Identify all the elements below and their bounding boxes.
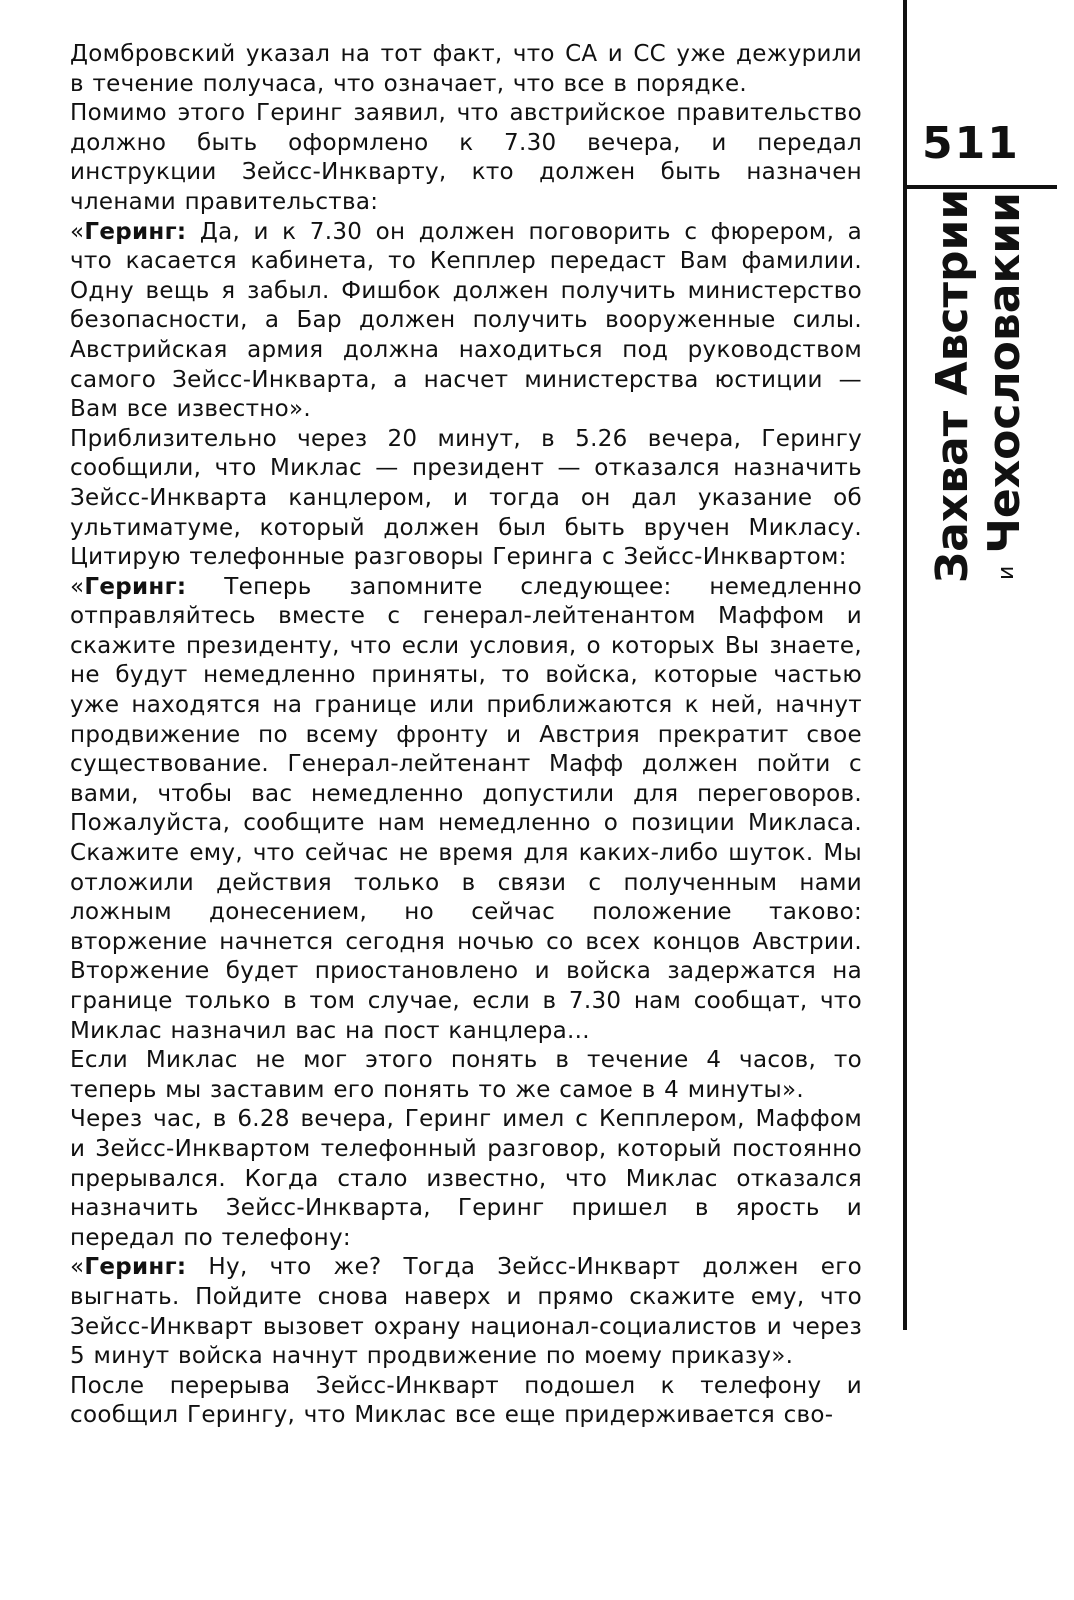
main-text-column xyxy=(70,40,862,1431)
paragraph xyxy=(70,1253,862,1371)
paragraph-text: Приблизительно через 20 минут, в 5.26 вечера, Герингу сообщили, что Миклас — президент — отказался назначить Зейсс-Инкварта канцлером, и тогда он дал указание об ультиматуме, который должен был быть вручен Микласу. Цитирую телефонные разговоры Геринга с Зейсс-Инквартом: xyxy=(70,425,862,571)
paragraph-text: Ну, что же? Тогда Зейсс-Инкварт должен его выгнать. Пойдите снова наверх и прямо скажите ему, что Зейсс-Инкварт вызовет охрану национал-социалистов и через 5 минут войска начнут продвижение по моему приказу». xyxy=(70,1254,862,1370)
paragraph xyxy=(70,218,862,425)
open-quote: « xyxy=(70,218,85,245)
paragraph xyxy=(70,99,862,217)
open-quote: « xyxy=(70,1254,85,1281)
paragraph-text: После перерыва Зейсс-Инкварт подошел к телефону и сообщил Герингу, что Миклас все еще придерживается сво- xyxy=(70,1372,862,1429)
speaker-label: Геринг: xyxy=(84,573,187,600)
running-title-line-2-text: Чехословакии xyxy=(979,192,1030,554)
paragraph-text: Домбровский указал на тот факт, что СА и СС уже дежурили в течение получаса, что означает, что все в порядке. xyxy=(70,41,862,97)
paragraph-text: Помимо этого Геринг заявил, что австрийское правительство должно быть оформлено к 7.30 вечера, и передал инструкции Зейсс-Инкварту, кто должен быть назначен членами правительства: xyxy=(70,100,862,215)
margin-vertical-rule xyxy=(903,0,907,1330)
paragraph xyxy=(70,425,862,573)
paragraph-text: Теперь запомните следующее: немедленно отправляйтесь вместе с генерал-лейтенантом Маффом и скажите президенту, что если условия, о которых Вы знаете, не будут немедленно приняты, то войска, которые частью уже находятся на границе или приближаются к ней, начнут продвижение по всему фронту и Австрия прекратит свое существование. Генерал-лейтенант Мафф должен пойти с вами, чтобы вас немедленно допустили для переговоров. Пожалуйста, сообщите нам немедленно о позиции Микласа. Скажите ему, что сейчас не время для каких-либо шуток. Мы отложили действия только в связи с полученным нами ложным донесением, но сейчас положение таково: вторжение начнется сегодня ночью со всех концов Австрии. Вторжение будет приостановлено и войска задержатся на границе только в том случае, если в 7.30 нам сообщат, что Миклас назначил вас на пост канцлера... xyxy=(70,573,862,1044)
paragraph-text: Через час, в 6.28 вечера, Геринг имел с Кепплером, Маффом и Зейсс-Инквартом телефонный разговор, который постоянно прерывался. Когда стало известно, что Миклас отказался назначить Зейсс-Инкварта, Геринг пришел в ярость и передал по телефону: xyxy=(70,1106,862,1251)
open-quote: « xyxy=(70,573,85,600)
running-title-rotated xyxy=(927,189,1033,583)
running-title-line-1: Захват Австрии xyxy=(927,188,978,584)
page-number: 511 xyxy=(922,118,1020,169)
speaker-label: Геринг: xyxy=(84,218,187,245)
speaker-label: Геринг: xyxy=(84,1254,187,1281)
running-title-conjunction: и xyxy=(994,565,1019,580)
paragraph-text: Да, и к 7.30 он должен поговорить с фюрером, а что касается кабинета, то Кепплер передаст Вам фамилии. Одну вещь я забыл. Фишбок должен получить министерство безопасности, а Бар должен получить вооруженные силы. Австрийская армия должна находиться под руководством самого Зейсс-Инкварта, а насчет министерства юстиции — Вам все известно». xyxy=(70,218,862,423)
paragraph xyxy=(70,573,862,1047)
paragraph xyxy=(70,1046,862,1105)
paragraph-text: Если Миклас не мог этого понять в течение 4 часов, то теперь мы заставим его понять то же самое в 4 минуты». xyxy=(70,1047,862,1103)
paragraph xyxy=(70,1372,862,1431)
paragraph xyxy=(70,1105,862,1253)
paragraph xyxy=(70,40,862,99)
running-title-line-2 xyxy=(979,189,1033,583)
